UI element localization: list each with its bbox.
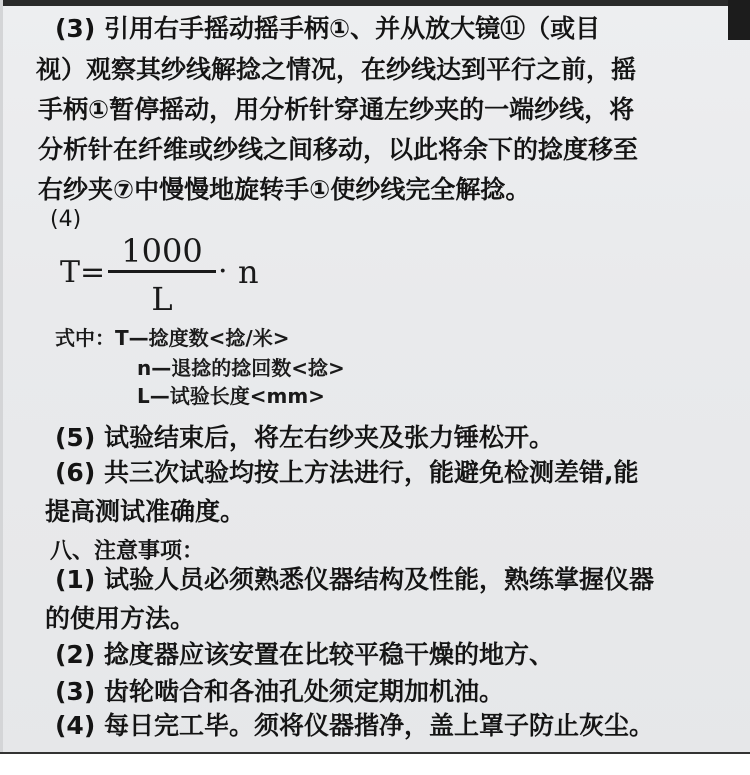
section8-title: 八、注意事项： (50, 539, 205, 564)
left-page-edge (0, 0, 3, 775)
top-edge-strip (0, 0, 750, 6)
note1-line-2: 的使用方法。 (45, 604, 196, 633)
step3-line-4: 分析针在纤维或纱线之间移动，以此将余下的捻度移至 (38, 135, 639, 164)
definition-l: L—试验长度<mm> (137, 384, 325, 408)
note3-line: (3) 齿轮啮合和各油孔处须定期加机油。 (55, 677, 504, 706)
step6-line-1: (6) 共三次试验均按上方法进行，能避免检测差错,能 (55, 458, 639, 487)
note4-line: (4) 每日完工毕。须将仪器揩净，盖上罩子防止灰尘。 (55, 711, 654, 740)
top-right-corner-shadow (728, 0, 750, 40)
step6-line-2: 提高测试准确度。 (45, 497, 246, 526)
formula-lhs: T= (60, 255, 106, 290)
step4-label: (4) (50, 207, 82, 232)
note1-line-1: (1) 试验人员必须熟悉仪器结构及性能，熟练掌握仪器 (55, 565, 654, 594)
bottom-edge-band (0, 752, 750, 775)
formula-multiply-dot: · (218, 254, 228, 289)
step3-line-5: 右纱夹⑦中慢慢地旋转手①使纱线完全解捻。 (38, 175, 531, 204)
formula-fraction-bar (108, 270, 216, 273)
step5-line: (5) 试验结束后，将左右纱夹及张力锤松开。 (55, 423, 554, 452)
definition-t: 式中：T—捻度数<捻/米> (55, 326, 290, 350)
formula-numerator: 1000 (121, 232, 203, 270)
note2-line: (2) 捻度器应该安置在比较平稳干燥的地方、 (55, 640, 554, 669)
formula-rhs: n (238, 253, 259, 291)
formula-denominator: L (151, 280, 173, 318)
step3-line-1: (3) 引用右手摇动摇手柄①、并从放大镜⑪（或目 (55, 14, 601, 43)
step3-line-3: 手柄①暂停摇动，用分析针穿通左纱夹的一端纱线，将 (38, 95, 635, 124)
step3-line-2: 视）观察其纱线解捻之情况，在纱线达到平行之前，摇 (36, 55, 637, 84)
definition-n: n—退捻的捻回数<捻> (137, 356, 345, 380)
